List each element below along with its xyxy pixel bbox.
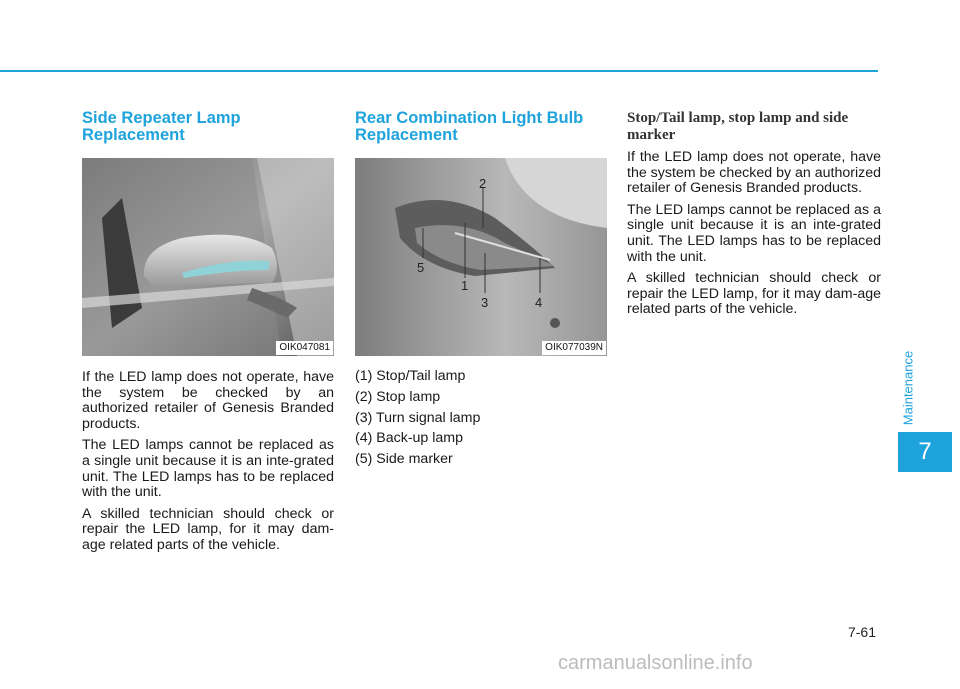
callout-3: 3 — [481, 295, 489, 310]
subsection-title-stop-tail: Stop/Tail lamp, stop lamp and side marker — [627, 110, 849, 143]
paragraph: The LED lamps cannot be replaced as a single unit because it is an inte-grated unit. The LED lamps has to be replaced with the unit. — [82, 437, 334, 501]
column-stop-tail — [627, 110, 881, 324]
chapter-tab: 7 — [898, 432, 952, 472]
paragraph: If the LED lamp does not operate, have the system be checked by an authorized retailer of Genesis Branded products. — [82, 369, 334, 432]
figure-side-mirror — [82, 158, 334, 356]
page-number: 7-61 — [847, 624, 876, 640]
figure-rear-light — [355, 158, 607, 356]
callout-5: 5 — [417, 260, 425, 275]
sidebar-label — [898, 340, 918, 436]
callout-4: 4 — [535, 295, 543, 310]
figure-code: OIK077039N — [542, 341, 606, 355]
list-item: (5) Side marker — [355, 451, 453, 468]
parts-list — [355, 366, 607, 470]
list-item: (1) Stop/Tail lamp — [355, 368, 466, 384]
list-item: (4) Back-up lamp — [355, 430, 464, 447]
column-side-repeater — [82, 110, 334, 560]
list-item: (3) Turn signal lamp — [355, 409, 481, 426]
top-rule — [0, 70, 878, 72]
section-title-rear-combination: Rear Combination Light Bulb Replacement — [355, 109, 584, 144]
callout-2: 2 — [479, 176, 487, 191]
section-title-side-repeater: Side Repeater Lamp Replacement — [82, 109, 241, 144]
list-item: (2) Stop lamp — [355, 388, 441, 405]
body-text — [82, 370, 334, 554]
side-mirror-illustration — [82, 158, 334, 356]
sidebar-label-text: Maintenance — [900, 350, 916, 426]
paragraph: A skilled technician should check or repair the LED lamp, for it may dam-age related parts of the vehicle. — [82, 505, 334, 553]
figure-code: OIK047081 — [276, 341, 333, 355]
callout-1: 1 — [461, 278, 469, 293]
column-rear-combination — [355, 110, 607, 470]
watermark: carmanualsonline.info — [558, 652, 753, 674]
paragraph: A skilled technician should check or repair the LED lamp, for it may dam-age related parts of the vehicle. — [627, 270, 881, 318]
paragraph: If the LED lamp does not operate, have the system be checked by an authorized retailer of Genesis Branded products. — [627, 149, 881, 197]
paragraph: The LED lamps cannot be replaced as a single unit because it is an inte-grated unit. The LED lamps has to be replaced with the unit. — [627, 201, 881, 265]
